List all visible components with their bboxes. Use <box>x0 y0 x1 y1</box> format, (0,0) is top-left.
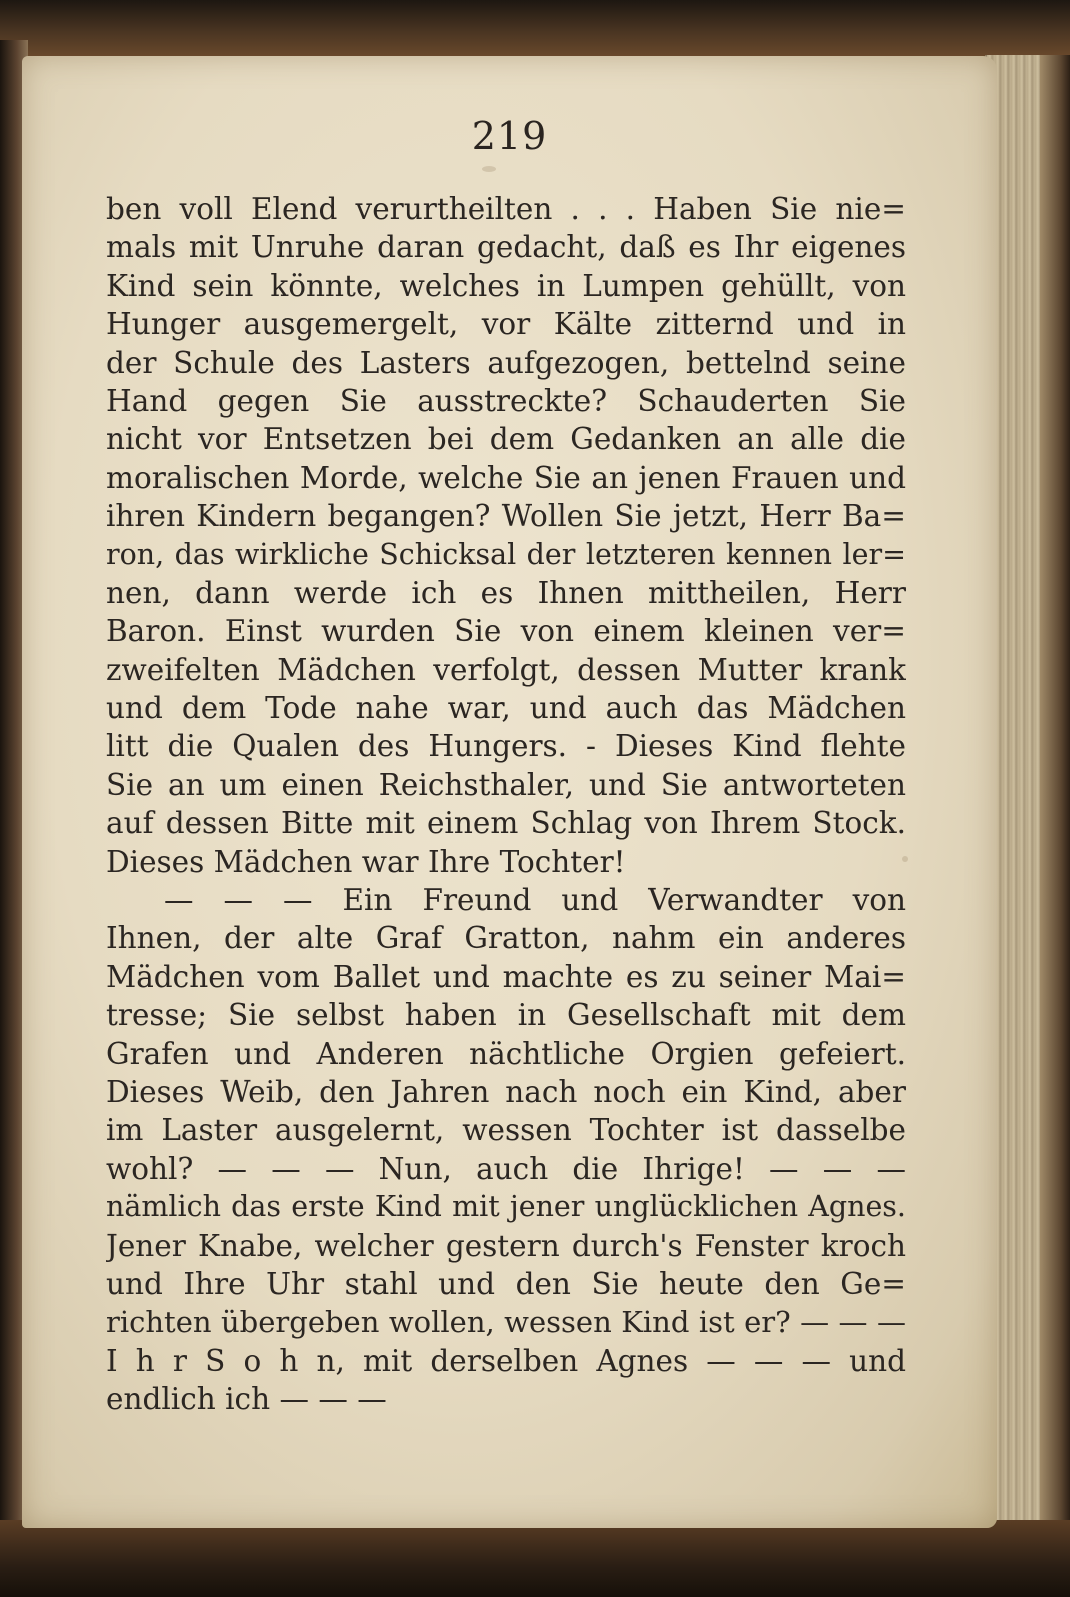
text-line: ihren Kindern begangen? Wollen Sie jetzt, Herr Ba= <box>106 499 906 534</box>
text-line: Mädchen vom Ballet und machte es zu seiner Mai= <box>106 959 906 994</box>
text-line: zweifelten Mädchen verfolgt, dessen Mutter krank <box>106 652 906 687</box>
text-line: ben voll Elend verurtheilten . . . Haben Sie nie= <box>106 192 906 226</box>
text-line: Baron. Einst wurden Sie von einem kleinen ver= <box>106 614 906 649</box>
text-line: nen, dann werde ich es Ihnen mittheilen, Herr <box>106 575 906 610</box>
ink-smudge <box>482 166 496 172</box>
text-line: Dieses Weib, den Jahren nach noch ein Kind, aber <box>106 1074 906 1109</box>
text-line: tresse; Sie selbst haben in Gesellschaft mit dem <box>106 998 906 1033</box>
text-line: der Schule des Lasters aufgezogen, bettelnd seine <box>106 345 906 380</box>
book-top-edge <box>0 0 1070 58</box>
text-line: im Laster ausgelernt, wessen Tochter ist dasselbe <box>106 1113 906 1148</box>
body-text <box>106 190 906 1419</box>
text-line: richten übergeben wollen, wessen Kind ist er? — — — <box>106 1305 906 1340</box>
text-line: nicht vor Entsetzen bei dem Gedanken an alle die <box>106 422 906 457</box>
book-cover-edge <box>1040 55 1070 1535</box>
text-line: auf dessen Bitte mit einem Schlag von Ihrem Stock. <box>106 806 906 841</box>
text-line: Hand gegen Sie ausstreckte? Schauderten Sie <box>106 383 906 418</box>
book-page <box>22 56 997 1528</box>
book-bottom-edge <box>0 1520 1070 1597</box>
text-line: endlich ich — — — <box>106 1382 387 1417</box>
text-line: I h r S o h n, mit derselben Agnes — — — und <box>106 1343 906 1378</box>
text-line: und dem Tode nahe war, und auch das Mädchen <box>106 691 906 726</box>
text-line: ron, das wirkliche Schicksal der letzteren kennen ler= <box>106 537 906 571</box>
text-line: Grafen und Anderen nächtliche Orgien gefeiert. <box>106 1036 906 1071</box>
text-line: Ihnen, der alte Graf Gratton, nahm ein anderes <box>106 921 906 956</box>
text-line: Hunger ausgemergelt, vor Kälte zitternd und in <box>106 307 906 342</box>
text-line: mals mit Unruhe daran gedacht, daß es Ihr eigenes <box>106 230 906 265</box>
text-line: Sie an um einen Reichsthaler, und Sie antworteten <box>106 767 906 802</box>
text-line: wohl? — — — Nun, auch die Ihrige! — — — <box>106 1151 906 1186</box>
text-line: Jener Knabe, welcher gestern durch's Fenster kroch <box>106 1228 906 1263</box>
text-line: Kind sein könnte, welches in Lumpen gehüllt, von <box>106 268 906 303</box>
text-line: moralischen Morde, welche Sie an jenen Frauen und <box>106 460 906 495</box>
page-number: 219 <box>471 114 548 158</box>
text-line: und Ihre Uhr stahl und den Sie heute den Ge= <box>106 1266 906 1301</box>
text-line: nämlich das erste Kind mit jener unglücklichen Agnes. <box>106 1190 906 1224</box>
text-line: litt die Qualen des Hungers. - Dieses Kind flehte <box>106 729 906 764</box>
text-line: — — — Ein Freund und Verwandter von <box>164 883 906 918</box>
text-line: Dieses Mädchen war Ihre Tochter! <box>106 844 626 879</box>
